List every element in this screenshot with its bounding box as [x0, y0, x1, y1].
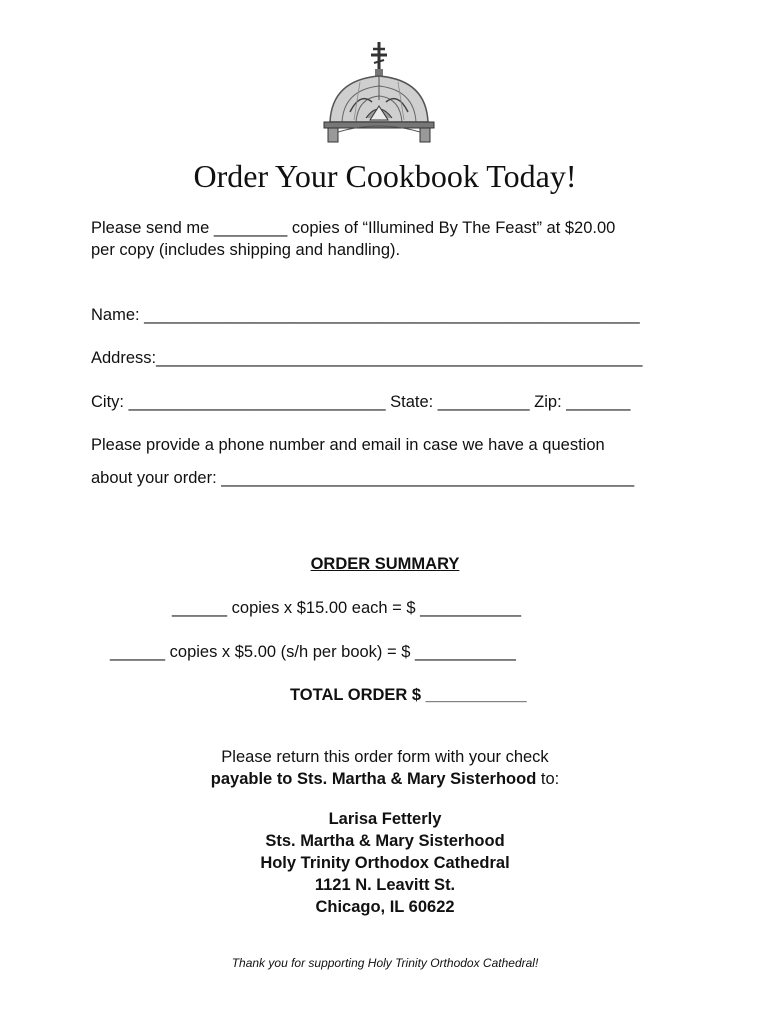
page-title: Order Your Cookbook Today! — [193, 158, 577, 194]
copies-cost-line[interactable]: ______ copies x $15.00 each = $ ___________ — [172, 599, 522, 617]
contact-field[interactable]: about your order: _____________________________________________ — [91, 469, 635, 487]
payable-line — [0, 770, 770, 789]
contact-instructions: Please provide a phone number and email in case we have a question — [91, 436, 605, 454]
footer-thanks: Thank you for supporting Holy Trinity Orthodox Cathedral! — [231, 956, 539, 970]
address-field[interactable]: Address:_____________________________________________________ — [91, 349, 643, 367]
order-summary-heading: ORDER SUMMARY — [310, 555, 460, 573]
intro-line-2: per copy (includes shipping and handling). — [91, 241, 401, 259]
recipient-city: Chicago, IL 60622 — [315, 898, 455, 916]
return-instructions: Please return this order form with your check — [221, 748, 549, 766]
recipient-name: Larisa Fetterly — [328, 810, 442, 828]
name-field[interactable]: Name: ______________________________________________________ — [91, 306, 640, 324]
recipient-street: 1121 N. Leavitt St. — [314, 876, 456, 894]
recipient-church: Holy Trinity Orthodox Cathedral — [260, 854, 510, 872]
shipping-cost-line[interactable]: ______ copies x $5.00 (s/h per book) = $ ___________ — [110, 643, 516, 661]
city-state-zip-field[interactable]: City: ____________________________ State: __________ Zip: _______ — [91, 393, 631, 411]
payable-to: payable to Sts. Martha & Mary Sisterhood — [210, 770, 537, 788]
cathedral-dome-logo — [320, 40, 438, 148]
payable-to-suffix: to: — [536, 770, 560, 788]
recipient-org: Sts. Martha & Mary Sisterhood — [265, 832, 505, 850]
intro-line-1: Please send me ________ copies of “Illumined By The Feast” at $20.00 — [91, 219, 616, 237]
total-order-line[interactable]: TOTAL ORDER $ ___________ — [290, 686, 527, 704]
cathedral-dome-icon — [320, 40, 438, 148]
